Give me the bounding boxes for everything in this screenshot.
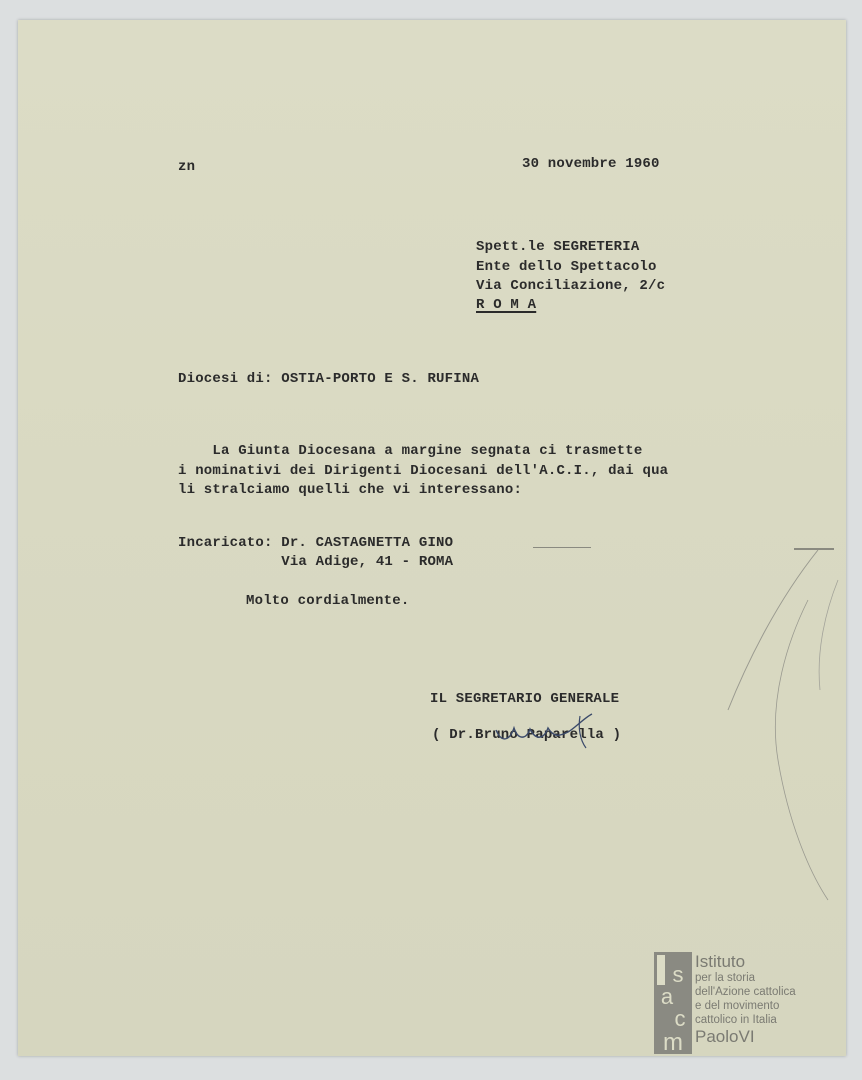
- watermark-line-4: e del movimento: [695, 1000, 780, 1012]
- reference-code: zn: [178, 159, 196, 175]
- watermark-line-3: dell'Azione cattolica: [695, 986, 796, 998]
- address-line-4: R O M A: [476, 297, 537, 313]
- signature-title: IL SEGRETARIO GENERALE: [430, 691, 620, 707]
- address-line-2: Ente dello Spettacolo: [476, 259, 657, 275]
- closing-line: Molto cordialmente.: [246, 593, 410, 609]
- body-line-2: i nominativi dei Dirigenti Diocesani dell'A.C.I., dai qua: [178, 463, 669, 479]
- isacem-mark-icon: [654, 952, 692, 1054]
- incaricato-line-1: Incaricato: Dr. CASTAGNETTA GINO: [178, 535, 454, 551]
- letter-sheet: [18, 20, 846, 1056]
- watermark-text: [695, 952, 796, 1046]
- incaricato-line-2: Via Adige, 41 - ROMA: [178, 554, 454, 570]
- margin-dash: [794, 548, 834, 550]
- diocese-line: Diocesi di: OSTIA-PORTO E S. RUFINA: [178, 371, 480, 387]
- pencil-dash: [533, 547, 591, 548]
- svg-text:a: a: [660, 984, 674, 1009]
- letter-date: 30 novembre 1960: [522, 156, 660, 172]
- address-line-1: Spett.le SEGRETERIA: [476, 239, 640, 255]
- svg-text:c: c: [674, 1006, 686, 1031]
- body-line-1: La Giunta Diocesana a margine segnata ci trasmette: [178, 443, 643, 459]
- signature-name: ( Dr.Bruno Paparella ): [432, 727, 622, 743]
- watermark-logo: [654, 950, 814, 1060]
- watermark-line-2: per la storia: [695, 972, 756, 984]
- pencil-marks: [708, 540, 862, 920]
- svg-text:s: s: [672, 962, 684, 987]
- svg-text:m: m: [663, 1029, 683, 1054]
- watermark-line-1: Istituto: [695, 952, 746, 971]
- watermark-line-6: PaoloVI: [695, 1027, 755, 1046]
- watermark-line-5: cattolico in Italia: [695, 1014, 777, 1026]
- body-line-3: li stralciamo quelli che vi interessano:: [178, 482, 523, 498]
- address-line-3: Via Conciliazione, 2/c: [476, 278, 666, 294]
